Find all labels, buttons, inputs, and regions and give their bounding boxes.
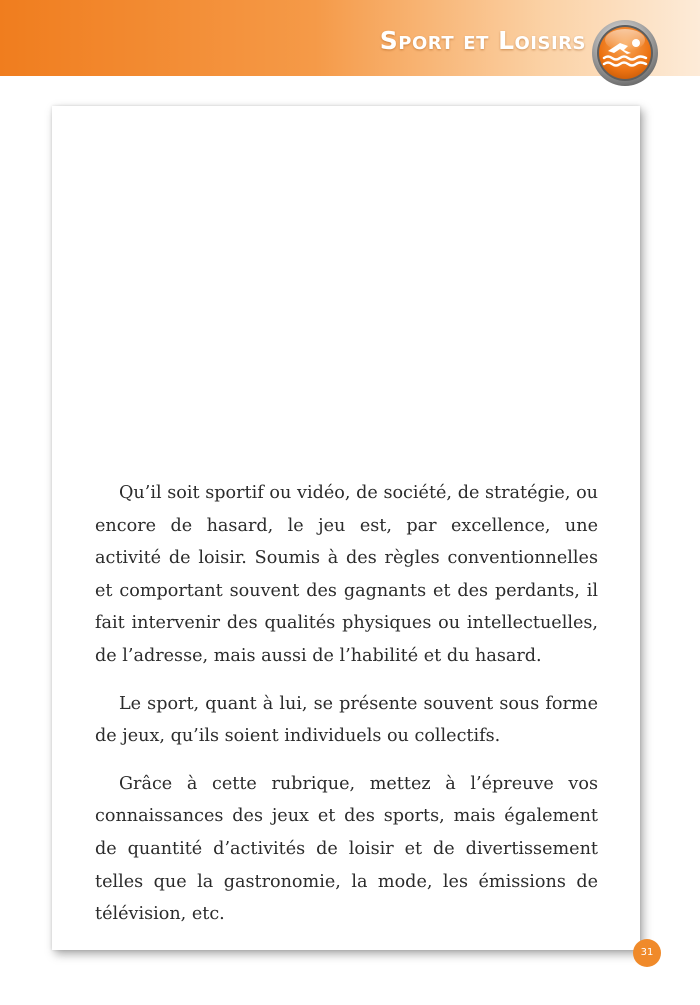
paragraph-1: Qu’il soit sportif ou vidéo, de société, de stratégie, ou encore de hasard, le jeu est, par excellence, une activité de loisir. Soumis à des règles conventionnelles et comportant souvent des gagnants et des perdants, il fait intervenir des qualités physiques ou intellectuelles, de l’adresse, mais aussi de l’habilité et du hasard. — [95, 483, 598, 666]
body-text — [95, 477, 598, 946]
swimmer-icon — [590, 18, 660, 88]
paragraph-2: Le sport, quant à lui, se présente souvent sous forme de jeux, qu’ils soient individuels ou collectifs. — [95, 693, 598, 747]
page-number: 31 — [633, 939, 661, 967]
section-title: Sport et Loisirs — [379, 26, 586, 55]
section-badge — [590, 18, 660, 88]
paragraph-3: Grâce à cette rubrique, mettez à l’épreuve vos connaissances des jeux et des sports, mais également de quantité d’activités de loisir et de divertissement telles que la gastronomie, la mode, les émissions de télévision, etc. — [95, 773, 598, 925]
